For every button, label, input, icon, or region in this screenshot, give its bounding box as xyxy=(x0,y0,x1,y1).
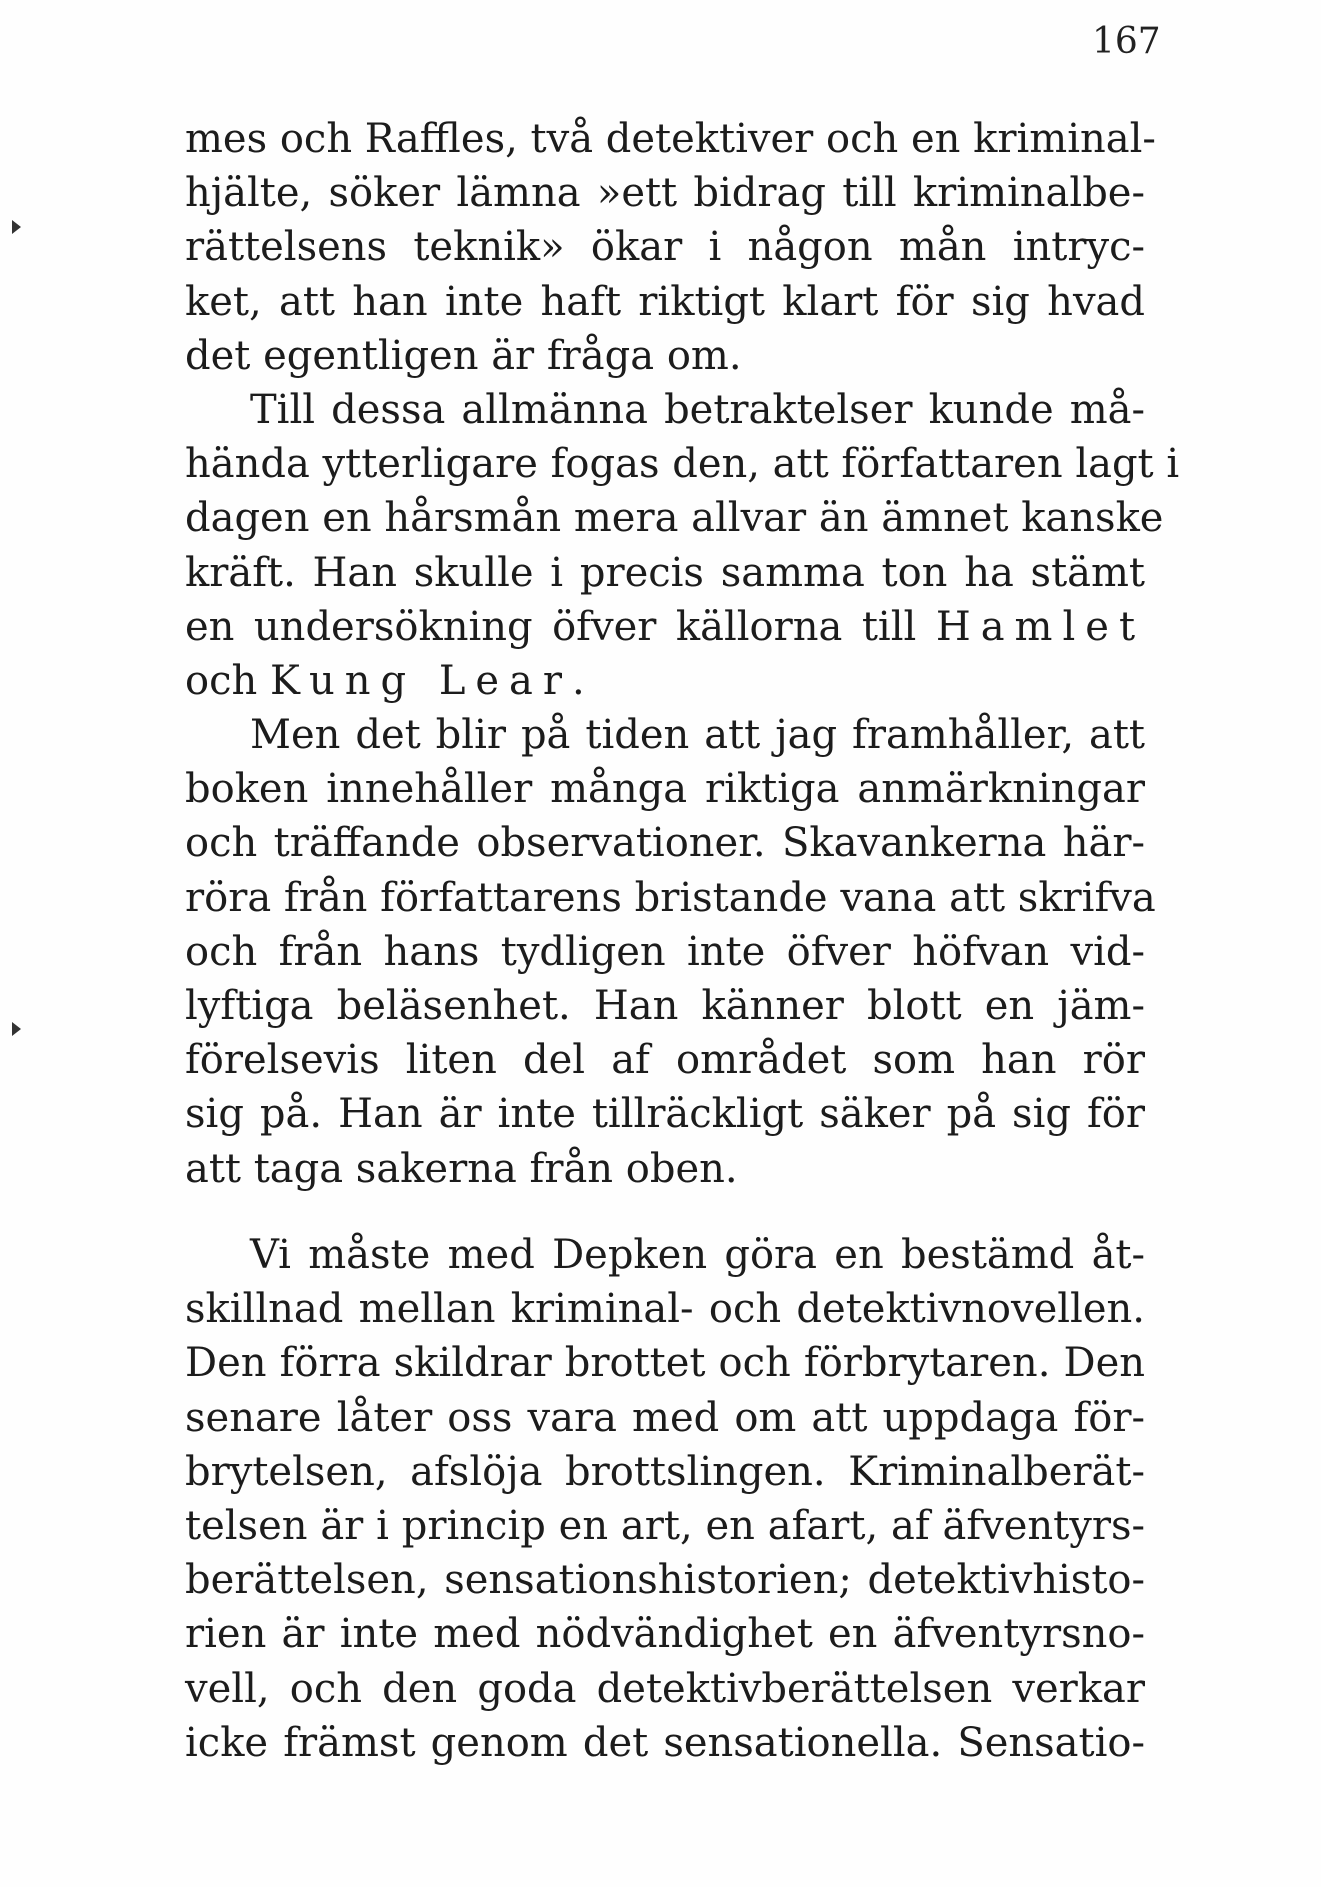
text-line: Vi måste med Depken göra en bestämd åt- xyxy=(250,1232,1145,1278)
text-line: hjälte, söker lämna »ett bidrag till kriminalbe- xyxy=(185,170,1145,217)
text-line xyxy=(185,654,1145,708)
text-line: senare låter oss vara med om att uppdaga för- xyxy=(185,1394,1145,1441)
text-line: brytelsen, afslöja brottslingen. Kriminalberät- xyxy=(185,1448,1145,1495)
text-line: förelsevis liten del af området som han rör xyxy=(185,1037,1145,1084)
text-segment: en undersökning öfver källorna till xyxy=(185,603,917,650)
text-line xyxy=(185,600,1145,654)
margin-mark-icon xyxy=(12,220,21,234)
text-line: och träffande observationer. Skavankerna här- xyxy=(185,820,1145,867)
spaced-title-kung-lear: Kung Lear xyxy=(269,657,573,704)
text-line: berättelsen, sensationshistorien; detektivhisto- xyxy=(185,1557,1145,1604)
margin-mark-icon xyxy=(12,1022,21,1036)
text-line: röra från författarens bristande vana att skrifva xyxy=(185,874,1156,921)
text-line: telsen är i princip en art, en afart, af äfventyrs- xyxy=(185,1502,1145,1549)
spaced-title-hamlet: Hamlet xyxy=(935,603,1146,650)
page-number: 167 xyxy=(1092,21,1161,62)
text-line: dagen en hårsmån mera allvar än ämnet kanske xyxy=(185,495,1164,542)
text-segment: och xyxy=(185,657,258,704)
text-line: ket, att han inte haft riktigt klart för sig hvad xyxy=(185,278,1145,325)
paragraph-block-2 xyxy=(185,1228,1145,1770)
text-line: rättelsens teknik» ökar i någon mån intryc- xyxy=(185,224,1145,271)
text-line: sig på. Han är inte tillräckligt säker på sig för xyxy=(185,1091,1145,1138)
text-line: att taga sakerna från oben. xyxy=(185,1145,738,1192)
text-line: Den förra skildrar brottet och förbrytaren. Den xyxy=(185,1340,1145,1387)
text-line: kräft. Han skulle i precis samma ton ha stämt xyxy=(185,549,1145,596)
text-segment: . xyxy=(572,657,585,704)
text-line: vell, och den goda detektivberättelsen verkar xyxy=(185,1665,1145,1712)
text-line: det egentligen är fråga om. xyxy=(185,332,742,379)
text-line: hända ytterligare fogas den, att författaren lagt i xyxy=(185,441,1180,488)
text-line: lyftiga beläsenhet. Han känner blott en jäm- xyxy=(185,983,1145,1029)
text-line: och från hans tydligen inte öfver höfvan vid- xyxy=(185,928,1145,975)
text-line: rien är inte med nödvändighet en äfventyrsno- xyxy=(185,1611,1145,1658)
text-line: boken innehåller många riktiga anmärkningar xyxy=(185,766,1145,813)
paragraph-block-1 xyxy=(185,112,1180,1196)
text-line: mes och Raffles, två detektiver och en kriminal- xyxy=(185,116,1156,162)
text-line: icke främst genom det sensationella. Sensatio- xyxy=(185,1719,1145,1766)
text-line: Men det blir på tiden att jag framhåller, att xyxy=(250,712,1145,759)
text-line: Till dessa allmänna betraktelser kunde må- xyxy=(250,386,1145,433)
text-line: skillnad mellan kriminal- och detektivnovellen. xyxy=(185,1286,1145,1333)
